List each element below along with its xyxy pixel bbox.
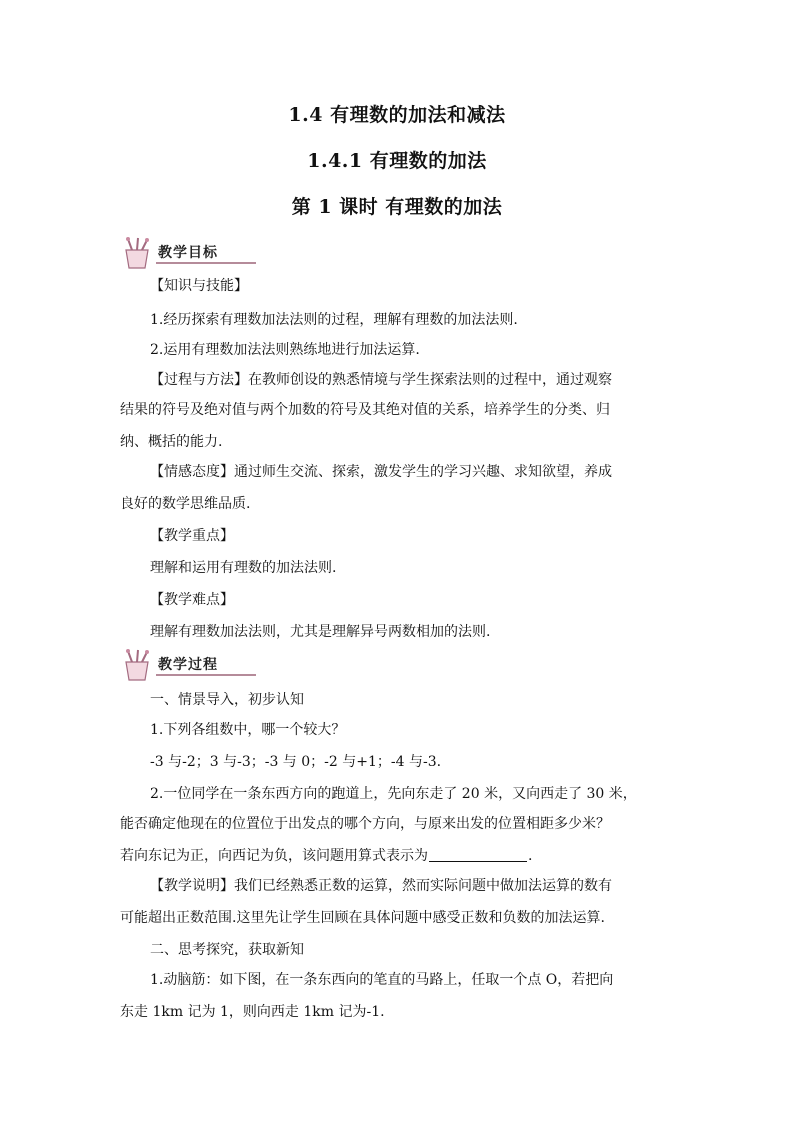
question-1-items: -3 与-2；3 与-3；-3 与 0；-2 与+1；-4 与-3.	[150, 754, 442, 770]
process-line-3: 纳、概括的能力.	[120, 434, 223, 450]
objective-1: 1.经历探索有理数加法法则的过程，理解有理数的加法法则.	[150, 312, 518, 328]
explore-line-2: 东走 1km 记为 1，则向西走 1km 记为-1.	[120, 1004, 385, 1020]
tag-underline	[156, 262, 256, 264]
explore-line-1: 1.动脑筋：如下图，在一条东西向的笔直的马路上，任取一个点 O，若把向	[150, 972, 614, 988]
answer-blank	[429, 847, 527, 862]
teaching-note-line-2: 可能超出正数范围.这里先让学生回顾在具体问题中感受正数和负数的加法运算.	[120, 910, 605, 926]
teaching-note-line-1: 【教学说明】我们已经熟悉正数的运算，然而实际问题中做加法运算的数有	[150, 878, 612, 894]
question-2-line-1: 2.一位同学在一条东西方向的跑道上，先向东走了 20 米，又向西走了 30 米，	[150, 786, 637, 802]
chapter-title: 1.4 有理数的加法和减法	[288, 104, 506, 126]
pencil-cup-icon	[118, 236, 156, 270]
explore-heading: 二、思考探究，获取新知	[150, 942, 304, 958]
key-point-label: 【教学重点】	[150, 528, 234, 544]
question-2-line-2: 能否确定他现在的位置位于出发点的哪个方向，与原来出发的位置相距多少米？	[120, 816, 610, 832]
pencil-cup-icon	[118, 648, 156, 682]
question-2-text: 若向东记为正，向西记为负，该问题用算式表示为	[120, 848, 428, 864]
knowledge-label: 【知识与技能】	[150, 278, 248, 294]
difficulty-text: 理解有理数加法法则，尤其是理解异号两数相加的法则.	[150, 624, 491, 640]
section-tag-process	[118, 648, 258, 682]
question-2-line-3	[120, 846, 680, 866]
objective-2: 2.运用有理数加法法则熟练地进行加法运算.	[150, 342, 420, 358]
process-line-1: 【过程与方法】在教师创设的熟悉情境与学生探索法则的过程中，通过观察	[150, 372, 612, 388]
question-1: 1.下列各组数中，哪一个较大？	[150, 722, 346, 738]
intro-heading: 一、情景导入，初步认知	[150, 692, 304, 708]
key-point-text: 理解和运用有理数的加法法则.	[150, 560, 337, 576]
difficulty-label: 【教学难点】	[150, 592, 234, 608]
section-tag-label: 教学目标	[158, 245, 218, 261]
emotion-line-2: 良好的数学思维品质.	[120, 496, 251, 512]
section-tag-label: 教学过程	[158, 657, 218, 673]
process-line-2: 结果的符号及绝对值与两个加数的符号及其绝对值的关系，培养学生的分类、归	[120, 402, 610, 418]
tag-underline	[156, 674, 256, 676]
section-tag-objectives	[118, 236, 258, 270]
question-2-period: .	[528, 848, 533, 864]
section-title: 1.4.1 有理数的加法	[307, 150, 487, 172]
emotion-line-1: 【情感态度】通过师生交流、探索，激发学生的学习兴趣、求知欲望，养成	[150, 464, 612, 480]
lesson-title: 第 1 课时 有理数的加法	[291, 196, 503, 218]
